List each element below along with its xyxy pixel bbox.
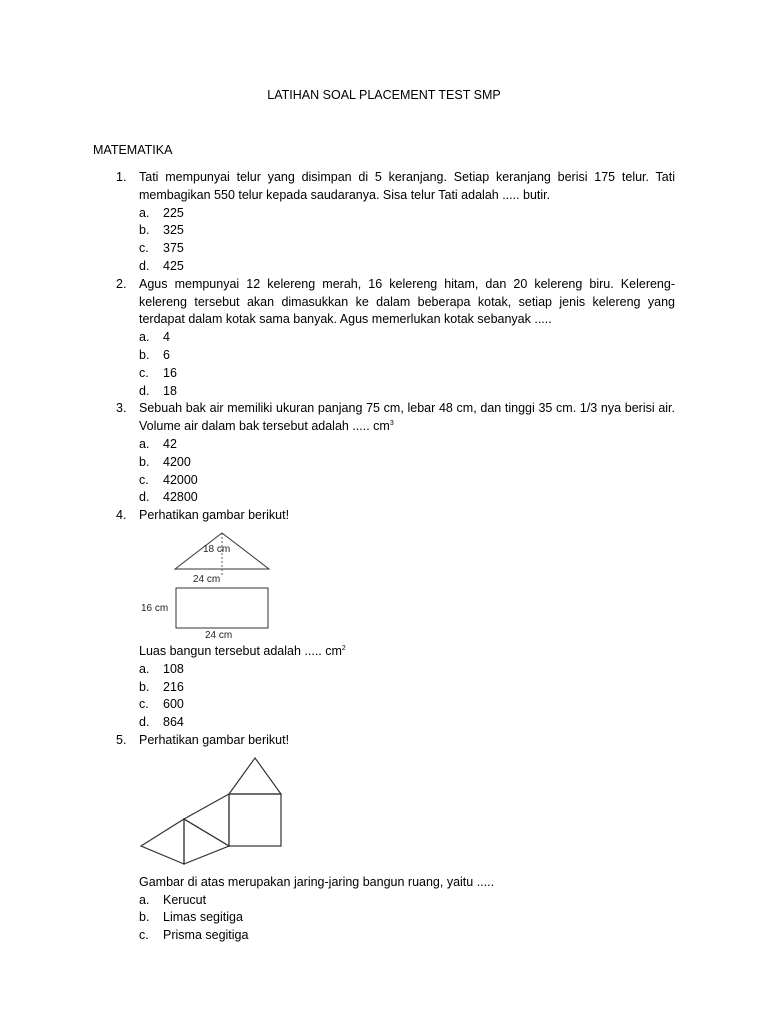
option-letter: c. bbox=[139, 241, 149, 256]
option-letter: a. bbox=[139, 330, 150, 345]
option-letter: b. bbox=[139, 679, 150, 694]
option-letter: d. bbox=[139, 258, 150, 273]
triangle-base-label: 24 cm bbox=[193, 573, 221, 585]
option bbox=[139, 436, 675, 454]
question-list bbox=[93, 169, 675, 945]
option-letter: a. bbox=[139, 436, 150, 451]
question-5 bbox=[93, 732, 675, 945]
option bbox=[139, 679, 675, 697]
option-letter: c. bbox=[139, 365, 149, 380]
net-left-triangle bbox=[141, 819, 184, 864]
option-letter: d. bbox=[139, 490, 150, 505]
question-1 bbox=[93, 169, 675, 276]
option-text: 42 bbox=[163, 436, 177, 451]
rectangle-shape bbox=[176, 588, 268, 628]
net-upper-triangle bbox=[184, 794, 229, 846]
option-letter: b. bbox=[139, 347, 150, 362]
question-number: 1. bbox=[116, 170, 127, 184]
option-text: 4 bbox=[163, 330, 170, 345]
unit-superscript: 3 bbox=[389, 420, 394, 428]
option-text: 16 bbox=[163, 365, 177, 380]
page-title: LATIHAN SOAL PLACEMENT TEST SMP bbox=[267, 88, 501, 102]
option-text: 108 bbox=[163, 661, 184, 676]
option-letter: b. bbox=[139, 910, 150, 925]
net-figure bbox=[139, 752, 284, 870]
option-text: 6 bbox=[163, 347, 170, 362]
option bbox=[139, 329, 675, 347]
option-letter: a. bbox=[139, 205, 150, 220]
option-letter: b. bbox=[139, 454, 150, 469]
option-letter: c. bbox=[139, 928, 149, 943]
option-text: 325 bbox=[163, 223, 184, 238]
option bbox=[139, 240, 675, 258]
option-text: 42000 bbox=[163, 472, 198, 487]
option-text: Kerucut bbox=[163, 892, 207, 907]
option bbox=[139, 909, 675, 927]
option-letter: a. bbox=[139, 892, 150, 907]
option bbox=[139, 347, 675, 365]
option bbox=[139, 472, 675, 490]
option-text: 864 bbox=[163, 715, 184, 730]
rectangle-height-label: 16 cm bbox=[141, 602, 169, 614]
question-text: Perhatikan gambar berikut! bbox=[139, 508, 290, 523]
option bbox=[139, 714, 675, 732]
option-text: 600 bbox=[163, 697, 184, 712]
option-letter: a. bbox=[139, 661, 150, 676]
option bbox=[139, 258, 675, 276]
question-text: Agus mempunyai 12 kelereng merah, 16 kelereng hitam, dan 20 kelereng biru. Kelereng-kelereng tersebut akan dimasukkan ke dalam beberapa kotak, setiap jenis kelereng yang terdapat dalam kotak sama banyak. Agus memerlukan kotak sebanyak ..... bbox=[139, 276, 675, 327]
option-text: 375 bbox=[163, 241, 184, 256]
option-text: 225 bbox=[163, 205, 184, 220]
question-text-body: Sebuah bak air memiliki ukuran panjang 75 cm, lebar 48 cm, dan tinggi 35 cm. 1/3 nya berisi air. Volume air dalam bak tersebut adalah ..... cm bbox=[139, 401, 675, 434]
net-top-triangle bbox=[229, 758, 281, 794]
question-prompt: Gambar di atas merupakan jaring-jaring bangun ruang, yaitu ..... bbox=[139, 874, 495, 889]
option bbox=[139, 696, 675, 714]
question-text: Tati mempunyai telur yang disimpan di 5 keranjang. Setiap keranjang berisi 175 telur. Tati membagikan 550 telur kepada saudaranya. Sisa telur Tati adalah ..... butir. bbox=[139, 170, 675, 202]
option-text: 42800 bbox=[163, 490, 198, 505]
net-middle-triangle bbox=[184, 819, 229, 864]
question-number: 5. bbox=[116, 732, 127, 747]
unit-superscript: 2 bbox=[341, 644, 346, 652]
option-text: Limas segitiga bbox=[163, 910, 243, 925]
option bbox=[139, 661, 675, 679]
option-letter: c. bbox=[139, 697, 149, 712]
option bbox=[139, 927, 675, 945]
composite-shape-figure bbox=[139, 527, 279, 639]
option bbox=[139, 205, 675, 223]
option bbox=[139, 489, 675, 507]
option-text: 216 bbox=[163, 679, 184, 694]
option-text: 4200 bbox=[163, 454, 191, 469]
option-letter: d. bbox=[139, 383, 150, 398]
question-4 bbox=[93, 507, 675, 732]
option bbox=[139, 454, 675, 472]
option bbox=[139, 892, 675, 910]
option-text: Prisma segitiga bbox=[163, 928, 249, 943]
question-2 bbox=[93, 276, 675, 401]
option bbox=[139, 365, 675, 383]
triangle-height-label: 18 cm bbox=[203, 543, 231, 555]
subject-heading: MATEMATIKA bbox=[93, 143, 173, 157]
question-number: 3. bbox=[116, 401, 127, 416]
rectangle-width-label: 24 cm bbox=[205, 629, 233, 639]
option-text: 425 bbox=[163, 258, 184, 273]
option-text: 18 bbox=[163, 383, 177, 398]
question-prompt-body: Luas bangun tersebut adalah ..... cm bbox=[139, 643, 342, 658]
question-number: 2. bbox=[116, 276, 127, 291]
option-letter: b. bbox=[139, 223, 150, 238]
option bbox=[139, 222, 675, 240]
question-text: Perhatikan gambar berikut! bbox=[139, 732, 290, 747]
option-letter: d. bbox=[139, 715, 150, 730]
net-square-face bbox=[229, 794, 281, 846]
question-3 bbox=[93, 400, 675, 507]
option bbox=[139, 383, 675, 401]
question-number: 4. bbox=[116, 508, 127, 523]
question-prompt bbox=[139, 643, 675, 661]
question-text bbox=[139, 400, 675, 436]
option-letter: c. bbox=[139, 472, 149, 487]
